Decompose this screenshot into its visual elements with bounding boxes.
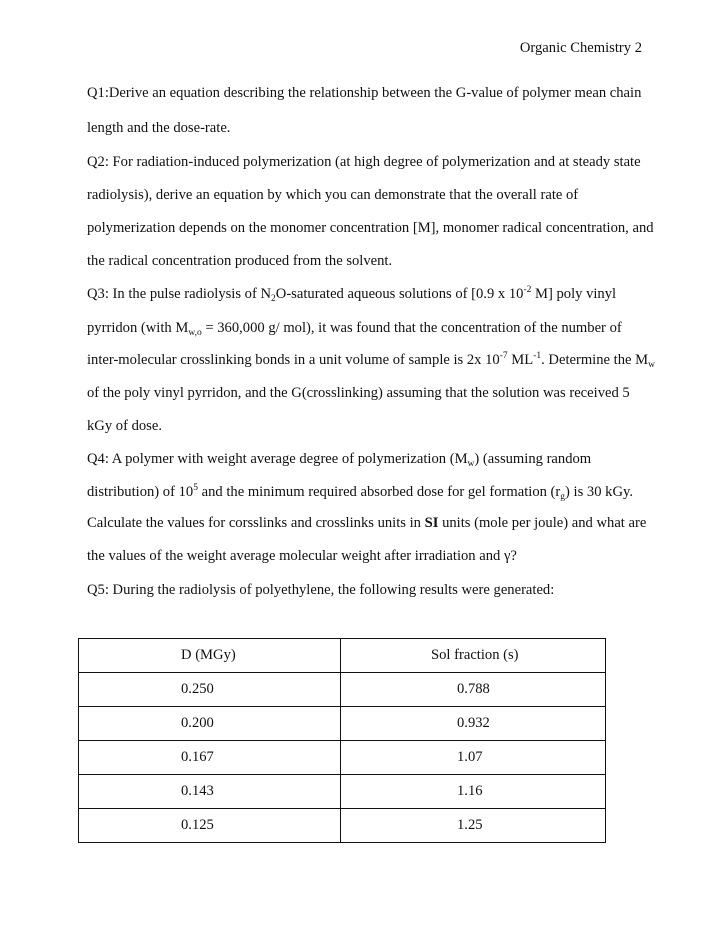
results-table [78, 638, 606, 843]
q4-line-3 [87, 515, 646, 532]
q4-text: units (mole per joule) and what are [438, 515, 647, 531]
q4-line-2 [87, 484, 633, 501]
q5-line-1: Q5: During the radiolysis of polyethylene, the following results were generated: [87, 582, 555, 598]
q1-line-1: Q1:Derive an equation describing the relationship between the G-value of polymer mean chain [87, 85, 642, 101]
table-cell-dose: 0.125 [79, 809, 341, 843]
q3-text: pyrridon (with M [87, 320, 189, 336]
table-cell-sol-fraction: 0.788 [341, 673, 606, 707]
table-cell-sol-fraction: 1.25 [341, 809, 606, 843]
q3-text: ML [507, 352, 534, 368]
q3-superscript: -1 [533, 351, 542, 361]
q3-text: O-saturated aqueous solutions of [0.9 x 10 [275, 286, 524, 302]
table-row [79, 809, 606, 843]
table-cell-sol-fraction: 0.932 [341, 707, 606, 741]
q3-superscript: -7 [499, 351, 508, 361]
column-header-sol-fraction: Sol fraction (s) [341, 639, 606, 673]
q3-text: = 360,000 g/ mol), it was found that the concentration of the number of [201, 320, 622, 336]
q4-line-1 [87, 451, 591, 468]
q4-bold-si: SI [424, 515, 439, 531]
q4-subscript: w [467, 459, 475, 469]
table-row [79, 673, 606, 707]
page-header: Organic Chemistry 2 [519, 40, 642, 56]
q3-subscript: 2 [271, 294, 276, 304]
table-cell-dose: 0.200 [79, 707, 341, 741]
q2-line-4: the radical concentration produced from the solvent. [87, 253, 393, 269]
q3-line-5: kGy of dose. [87, 418, 162, 434]
q3-text: Q3: In the pulse radiolysis of N [87, 286, 272, 302]
table-header-row [79, 639, 606, 673]
q3-subscript: w,o [188, 328, 202, 338]
table-cell-dose: 0.143 [79, 775, 341, 809]
q4-text: distribution) of 10 [87, 484, 194, 500]
table-row [79, 775, 606, 809]
q2-line-2: radiolysis), derive an equation by which you can demonstrate that the overall rate of [87, 187, 579, 203]
q3-line-1 [87, 286, 616, 303]
q4-text: ) (assuming random [474, 451, 592, 467]
q4-line-4: the values of the weight average molecular weight after irradiation and γ? [87, 548, 517, 564]
q2-line-1: Q2: For radiation-induced polymerization (at high degree of polymerization and at steady state [87, 154, 641, 170]
table-row [79, 741, 606, 775]
q3-line-4: of the poly vinyl pyrridon, and the G(crosslinking) assuming that the solution was received 5 [87, 385, 630, 401]
table-cell-dose: 0.250 [79, 673, 341, 707]
q2-line-3: polymerization depends on the monomer concentration [M], monomer radical concentration, and [87, 220, 654, 236]
q3-text: M] poly vinyl [531, 286, 617, 302]
q3-text: . Determine the M [541, 352, 649, 368]
q3-subscript: w [648, 360, 655, 370]
q3-text: inter-molecular crosslinking bonds in a unit volume of sample is 2x 10 [87, 352, 500, 368]
q4-subscript: g [560, 492, 566, 502]
q4-superscript: 5 [193, 483, 198, 493]
q1-line-2: length and the dose-rate. [87, 120, 231, 136]
q4-text: ) is 30 kGy. [565, 484, 633, 500]
q4-text: Q4: A polymer with weight average degree of polymerization (M [87, 451, 468, 467]
table-cell-sol-fraction: 1.16 [341, 775, 606, 809]
table-cell-dose: 0.167 [79, 741, 341, 775]
table-cell-sol-fraction: 1.07 [341, 741, 606, 775]
table-row [79, 707, 606, 741]
q3-superscript: -2 [523, 285, 532, 295]
q4-text: Calculate the values for corsslinks and crosslinks units in [87, 515, 425, 531]
column-header-dose: D (MGy) [79, 639, 341, 673]
q4-text: and the minimum required absorbed dose for gel formation (r [197, 484, 561, 500]
q3-line-2 [87, 320, 622, 337]
q3-line-3 [87, 352, 655, 369]
